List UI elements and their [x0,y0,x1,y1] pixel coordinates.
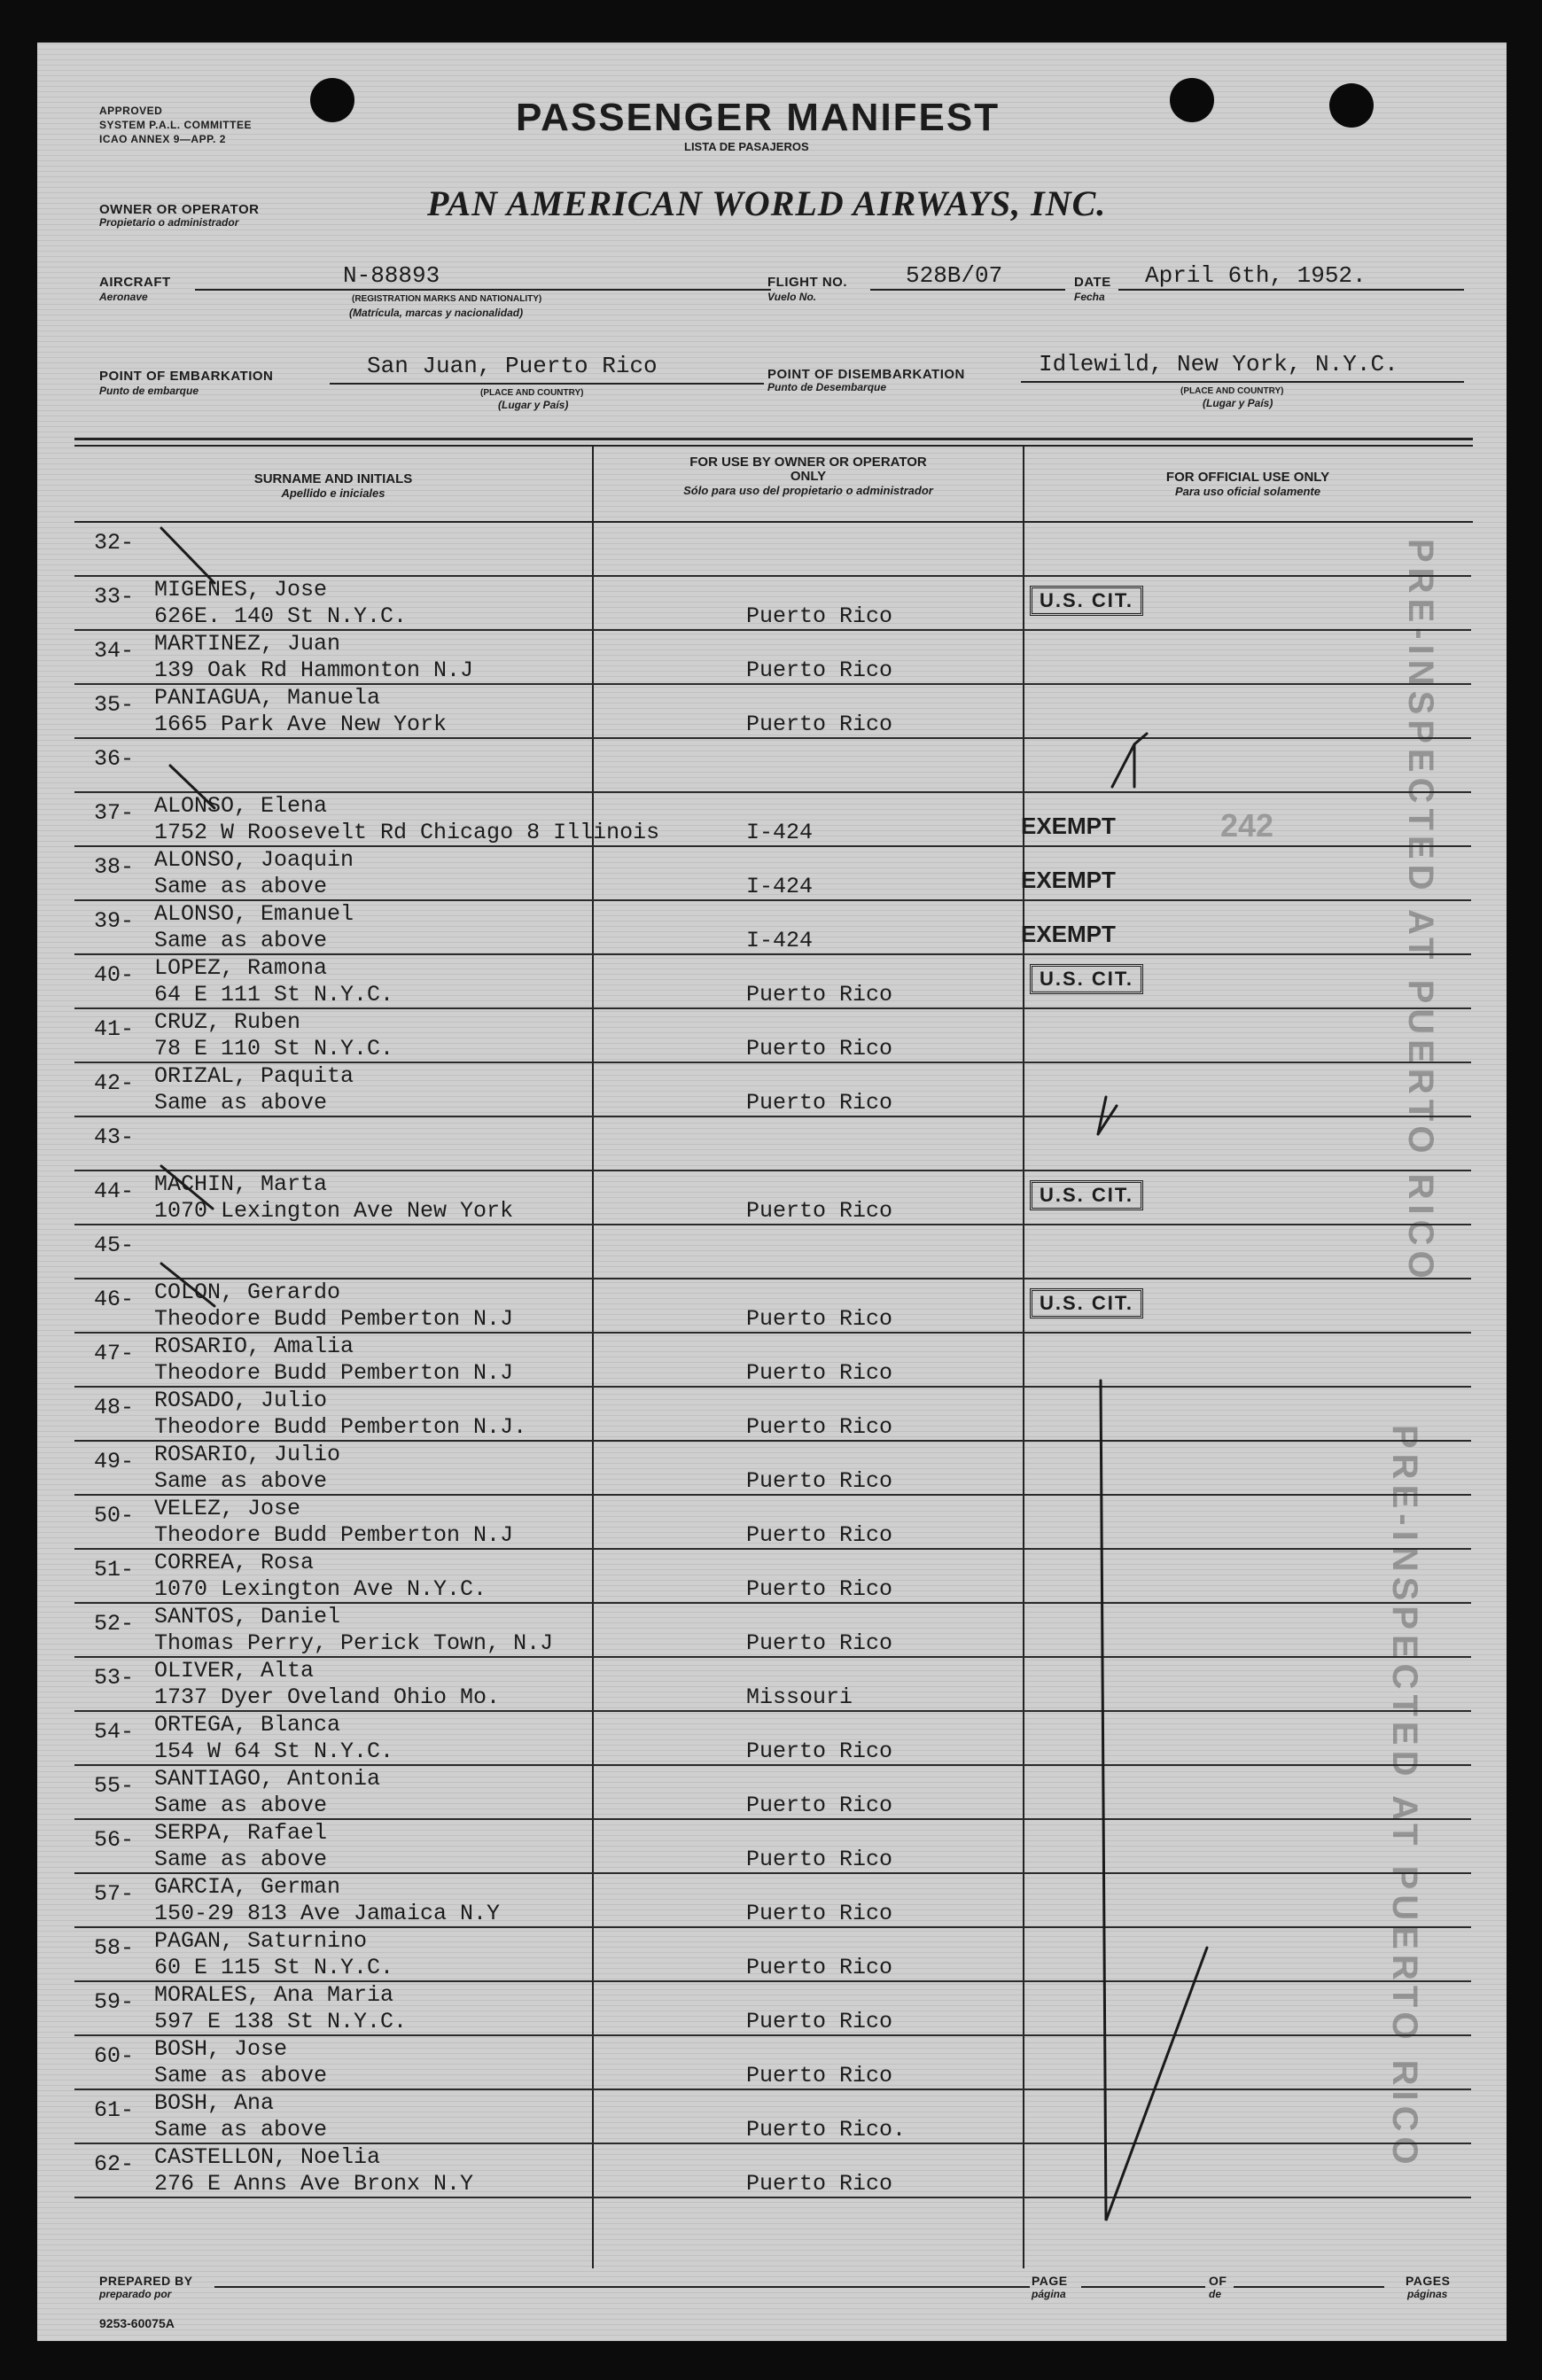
owner-use-value: Puerto Rico [746,1360,893,1386]
row-number: 32- [94,530,135,556]
passenger-address: Same as above [154,2063,328,2088]
flight-value: 528B/07 [906,262,1003,289]
flight-sublabel: Vuelo No. [767,291,817,303]
page-sublabel: página [1032,2288,1066,2300]
row-number: 53- [94,1665,135,1691]
passenger-name: MORALES, Ana Maria [154,1982,394,2008]
approval-line-3: ICAO ANNEX 9—APP. 2 [99,133,226,145]
page-label: PAGE [1032,2274,1068,2288]
row-number: 52- [94,1611,135,1637]
passenger-name: BOSH, Ana [154,2090,275,2116]
approval-line-1: APPROVED [99,105,163,117]
prepared-by-sublabel: preparado por [99,2288,172,2300]
prepared-by-line [214,2286,1030,2288]
passenger-name: MARTINEZ, Juan [154,631,341,657]
row-number: 54- [94,1719,135,1745]
of-label: OF [1209,2274,1227,2288]
passenger-name: CASTELLON, Noelia [154,2144,381,2170]
row-number: 33- [94,584,135,610]
passenger-address: Same as above [154,1468,328,1494]
aircraft-sublabel: Aeronave [99,291,148,303]
passenger-name: CRUZ, Ruben [154,1009,301,1035]
row-number: 45- [94,1233,135,1258]
aircraft-hint-es: (Matrícula, marcas y nacionalidad) [349,307,524,319]
diagonal-strike-43 [161,1166,213,1209]
disembarkation-hint-es: (Lugar y País) [1203,397,1273,409]
row-number: 57- [94,1881,135,1907]
row-number: 61- [94,2097,135,2123]
embarkation-value: San Juan, Puerto Rico [367,353,658,379]
row-number: 34- [94,638,135,664]
column-header-owner-use-label: FOR USE BY OWNER OR OPERATOR ONLY [689,455,927,484]
date-value: April 6th, 1952. [1145,262,1367,289]
owner-use-value: Puerto Rico [746,1955,893,1980]
passenger-name: ORIZAL, Paquita [154,1063,354,1089]
manifest-sheet [37,43,1507,2341]
passenger-address: 1752 W Roosevelt Rd Chicago 8 Illinois [154,820,660,845]
passenger-name: ROSARIO, Amalia [154,1334,354,1359]
owner-use-value: I-424 [746,820,814,845]
passenger-name: ALONSO, Elena [154,793,328,819]
pages-label: PAGES [1406,2274,1451,2288]
disembarkation-hint: (PLACE AND COUNTRY) [1180,386,1284,396]
owner-use-value: Puerto Rico [746,657,893,683]
owner-use-value: Puerto Rico [746,1522,893,1548]
column-header-official-label: FOR OFFICIAL USE ONLY [1165,470,1330,485]
passenger-name: SANTIAGO, Antonia [154,1766,381,1792]
row-number: 41- [94,1016,135,1042]
form-number: 9253-60075A [99,2316,175,2330]
owner-use-value: I-424 [746,874,814,899]
owner-use-value: Puerto Rico [746,2171,893,2197]
aircraft-label: AIRCRAFT [99,275,171,290]
of-sublabel: de [1209,2288,1222,2300]
passenger-address: 1665 Park Ave New York [154,712,448,737]
passenger-address: Theodore Budd Pemberton N.J [154,1522,514,1548]
row-number: 59- [94,1989,135,2015]
owner-use-value: I-424 [746,928,814,953]
official-use-value: U.S. CIT. [1030,586,1143,616]
passenger-name: ALONSO, Joaquin [154,847,354,873]
row-number: 44- [94,1178,135,1204]
passenger-name: BOSH, Jose [154,2036,288,2062]
diagonal-strike-45 [161,1264,214,1306]
passenger-name: PAGAN, Saturnino [154,1928,368,1954]
passenger-name: PANIAGUA, Manuela [154,685,381,711]
passenger-address: Theodore Budd Pemberton N.J [154,1306,514,1332]
page-title: PASSENGER MANIFEST [516,96,1001,139]
passenger-address: Theodore Budd Pemberton N.J. [154,1414,527,1440]
row-number: 58- [94,1935,135,1961]
pre-inspected-stamp: PRE-INSPECTED AT PUERTO RICO [1401,539,1440,1284]
passenger-name: COLON, Gerardo [154,1279,341,1305]
flight-label: FLIGHT NO. [767,275,847,290]
row-number: 46- [94,1287,135,1312]
page-line [1081,2286,1205,2288]
passenger-address: 64 E 111 St N.Y.C. [154,982,394,1007]
passenger-address: Same as above [154,1090,328,1116]
owner-use-value: Puerto Rico [746,1036,893,1062]
row-number: 35- [94,692,135,718]
prepared-by-label: PREPARED BY [99,2274,193,2288]
diagonal-strike-32 [161,528,214,583]
handwritten-marks [37,43,1507,2341]
column-header-official-sub: Para uso oficial solamente [1174,485,1320,498]
passenger-address: 626E. 140 St N.Y.C. [154,603,408,629]
column-header-owner-use-sub: Sólo para uso del propietario o administrador [683,484,933,497]
embarkation-hint: (PLACE AND COUNTRY) [480,388,584,398]
passenger-name: ROSADO, Julio [154,1388,328,1413]
passenger-address: 154 W 64 St N.Y.C. [154,1738,394,1764]
row-number: 50- [94,1503,135,1528]
passenger-name: ROSARIO, Julio [154,1442,341,1467]
passenger-address: 276 E Anns Ave Bronx N.Y [154,2171,474,2197]
passenger-name: ALONSO, Emanuel [154,901,354,927]
row-number: 40- [94,962,135,988]
passenger-address: 597 E 138 St N.Y.C. [154,2009,408,2034]
aircraft-value: N-88893 [343,262,440,289]
long-tick-mark [1101,1381,1207,2221]
row-number: 48- [94,1395,135,1420]
owner-use-value: Puerto Rico. [746,2117,907,2143]
column-header-surname-sub: Apellido e iniciales [281,486,386,500]
passenger-address: Same as above [154,1847,328,1872]
passenger-name: SERPA, Rafael [154,1820,328,1846]
passenger-name: OLIVER, Alta [154,1658,315,1684]
pre-inspected-stamp-2: PRE-INSPECTED AT PUERTO RICO [1385,1425,1424,2170]
tick-mark-40 [1098,1097,1117,1134]
owner-use-value: Puerto Rico [746,712,893,737]
row-number: 62- [94,2151,135,2177]
row-number: 43- [94,1124,135,1150]
disembarkation-label: POINT OF DISEMBARKATION [767,367,965,382]
date-sublabel: Fecha [1074,291,1105,303]
official-use-value: EXEMPT [1021,867,1116,893]
passenger-name: VELEZ, Jose [154,1496,301,1521]
number-stamp: 242 [1220,807,1274,844]
owner-use-value: Puerto Rico [746,1414,893,1440]
passenger-address: 60 E 115 St N.Y.C. [154,1955,394,1980]
row-number: 60- [94,2043,135,2069]
owner-use-value: Puerto Rico [746,982,893,1007]
owner-use-value: Missouri [746,1684,853,1710]
owner-use-value: Puerto Rico [746,1198,893,1224]
owner-use-value: Puerto Rico [746,603,893,629]
official-use-value: EXEMPT [1021,921,1116,947]
passenger-address: 1737 Dyer Oveland Ohio Mo. [154,1684,501,1710]
passenger-name: GARCIA, German [154,1874,341,1900]
embarkation-sublabel: Punto de embarque [99,385,199,397]
owner-label: OWNER OR OPERATOR [99,202,260,217]
passenger-name: SANTOS, Daniel [154,1604,341,1629]
row-number: 47- [94,1341,135,1366]
passenger-name: CORREA, Rosa [154,1550,315,1575]
row-number: 49- [94,1449,135,1474]
passenger-address: Thomas Perry, Perick Town, N.J [154,1630,554,1656]
disembarkation-value: Idlewild, New York, N.Y.C. [1039,351,1398,377]
owner-use-value: Puerto Rico [746,2063,893,2088]
row-number: 56- [94,1827,135,1853]
row-number: 42- [94,1070,135,1096]
row-number: 36- [94,746,135,772]
passenger-address: 78 E 110 St N.Y.C. [154,1036,394,1062]
passenger-name: MIGENES, Jose [154,577,328,603]
passenger-address: Same as above [154,928,328,953]
official-use-value: U.S. CIT. [1030,964,1143,994]
owner-use-value: Puerto Rico [746,1306,893,1332]
aircraft-hint: (REGISTRATION MARKS AND NATIONALITY) [352,294,542,304]
operator-name: PAN AMERICAN WORLD AIRWAYS, INC. [427,183,1107,223]
owner-use-value: Puerto Rico [746,2009,893,2034]
disembarkation-sublabel: Punto de Desembarque [767,381,887,393]
pages-sublabel: páginas [1407,2288,1448,2300]
page-subtitle: LISTA DE PASAJEROS [684,140,809,153]
owner-use-value: Puerto Rico [746,1576,893,1602]
owner-use-value: Puerto Rico [746,1901,893,1926]
owner-use-value: Puerto Rico [746,1847,893,1872]
owner-use-value: Puerto Rico [746,1738,893,1764]
column-header-surname-label: SURNAME AND INITIALS [253,471,413,486]
owner-use-value: Puerto Rico [746,1630,893,1656]
passenger-address: 1070 Lexington Ave New York [154,1198,514,1224]
passenger-address: Theodore Budd Pemberton N.J [154,1360,514,1386]
owner-sublabel: Propietario o administrador [99,216,239,229]
passenger-name: ORTEGA, Blanca [154,1712,341,1738]
row-number: 39- [94,908,135,934]
passenger-address: Same as above [154,1793,328,1818]
embarkation-hint-es: (Lugar y País) [498,399,569,411]
row-number: 38- [94,854,135,880]
passenger-address: Same as above [154,874,328,899]
tick-mark-34 [1112,734,1147,787]
row-number: 37- [94,800,135,826]
owner-use-value: Puerto Rico [746,1090,893,1116]
row-number: 55- [94,1773,135,1799]
diagonal-strike-36 [170,766,214,808]
passenger-name: MACHIN, Marta [154,1171,328,1197]
embarkation-label: POINT OF EMBARKATION [99,369,274,384]
passenger-address: Same as above [154,2117,328,2143]
official-use-value: U.S. CIT. [1030,1180,1143,1210]
official-use-value: EXEMPT [1021,813,1116,839]
passenger-name: LOPEZ, Ramona [154,955,328,981]
date-label: DATE [1074,275,1111,290]
of-line [1234,2286,1384,2288]
owner-use-value: Puerto Rico [746,1793,893,1818]
owner-use-value: Puerto Rico [746,1468,893,1494]
approval-line-2: SYSTEM P.A.L. COMMITTEE [99,119,252,131]
passenger-address: 139 Oak Rd Hammonton N.J [154,657,474,683]
passenger-address: 150-29 813 Ave Jamaica N.Y [154,1901,501,1926]
official-use-value: U.S. CIT. [1030,1288,1143,1318]
row-number: 51- [94,1557,135,1583]
passenger-address: 1070 Lexington Ave N.Y.C. [154,1576,487,1602]
